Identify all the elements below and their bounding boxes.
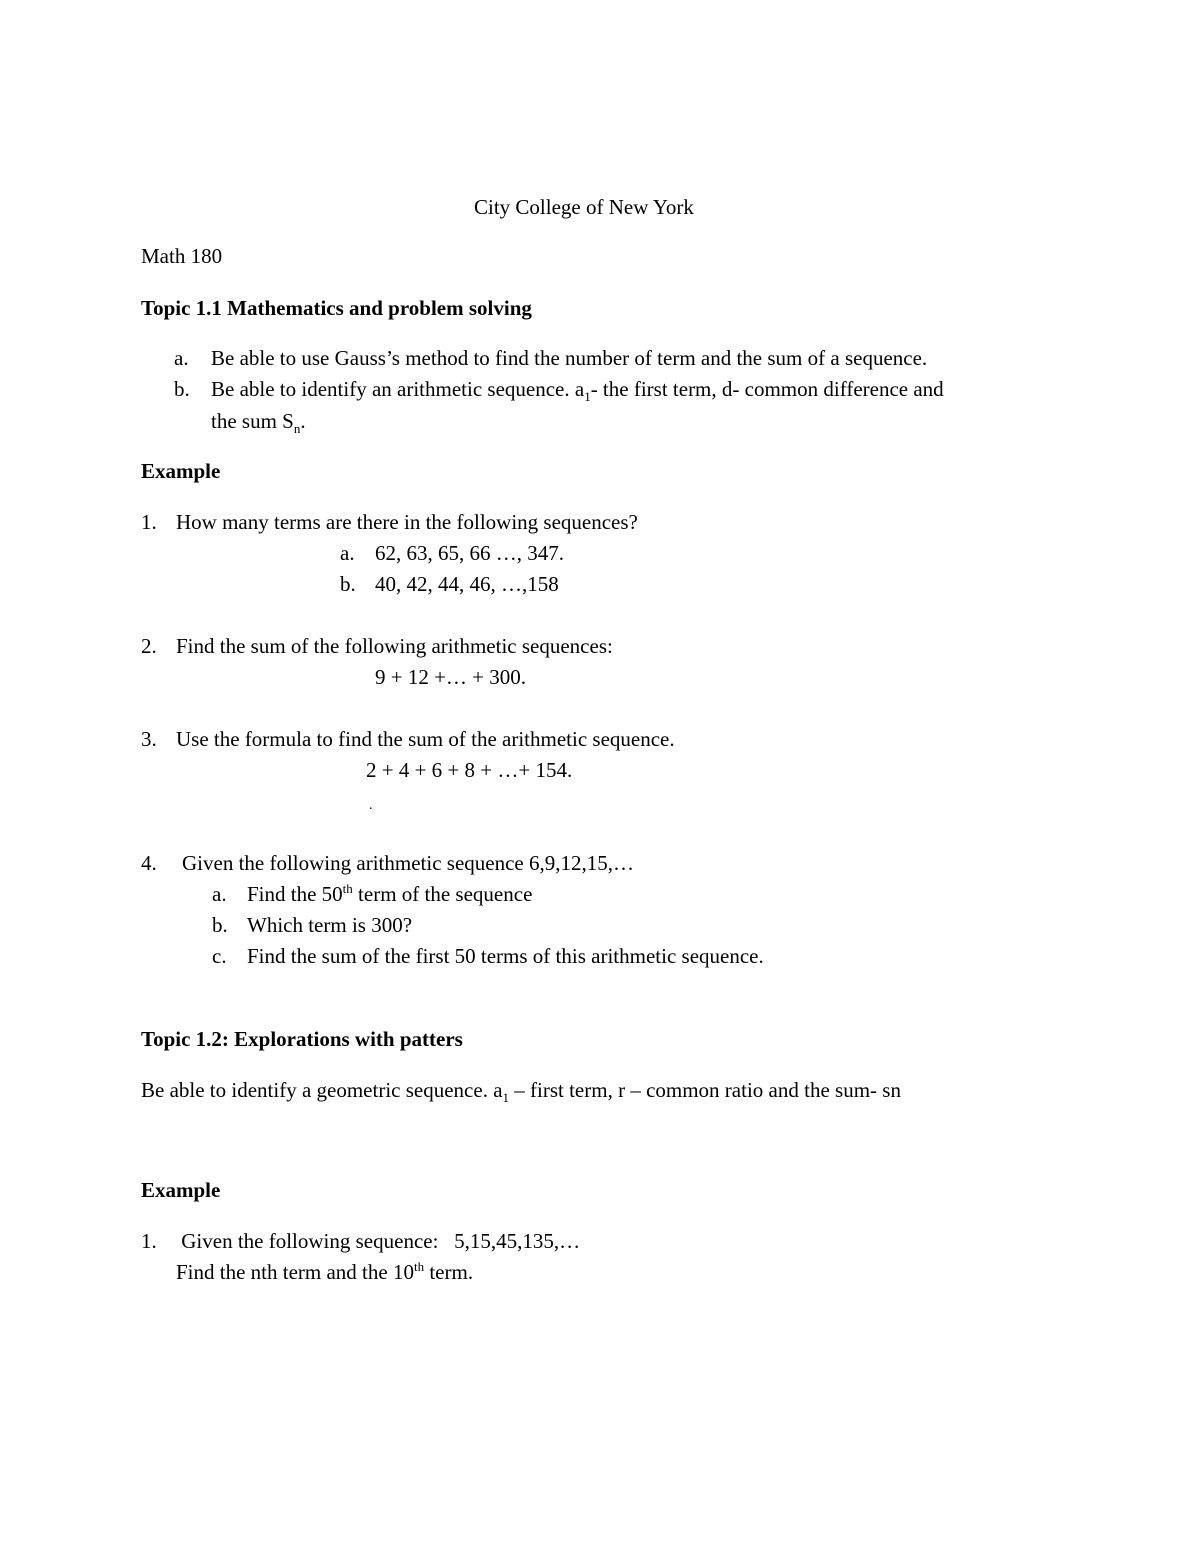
question-2-expression: 9 + 12 +… + 300. — [375, 665, 527, 689]
question-4a-text: Find the 50th term of the sequence — [247, 881, 533, 906]
question-2-text: Find the sum of the following arithmetic sequences: — [176, 634, 613, 658]
question-3-number: 3. — [141, 727, 157, 751]
question-4-number: 4. — [141, 851, 157, 875]
question-1-text: How many terms are there in the following sequences? — [176, 510, 638, 534]
question-1-number: 1. — [141, 510, 157, 534]
topic-1-2-objective: Be able to identify a geometric sequence. $a_1$ – first term, r – common ratio and the sum- sn — [141, 1078, 901, 1106]
topic-1-2-heading: Topic 1.2: Explorations with patters — [141, 1027, 463, 1051]
question-4c-marker: c. — [212, 944, 227, 968]
question-4b-marker: b. — [212, 913, 228, 937]
example-heading-1: Example — [141, 459, 221, 483]
objective-a-marker: a. — [174, 346, 189, 370]
objective-b-text: Be able to identify an arithmetic sequence. $a_1-$ the first term, d- common difference and — [211, 377, 944, 405]
question-4a-marker: a. — [212, 882, 227, 906]
question-1b-text: 40, 42, 44, 46, …,158 — [375, 572, 559, 596]
question-1a-marker: a. — [340, 541, 355, 565]
topic-1-2-question-1-followup: Find the nth term and the 10th term. — [176, 1259, 474, 1284]
question-4c-text: Find the sum of the first 50 terms of this arithmetic sequence. — [247, 944, 764, 968]
objective-b-continuation: the sum $S_n$. — [211, 409, 306, 437]
topic-1-2-question-1-number: 1. — [141, 1229, 157, 1253]
question-3-text: Use the formula to find the sum of the arithmetic sequence. — [176, 727, 675, 751]
question-1a-text: 62, 63, 65, 66 …, 347. — [375, 541, 564, 565]
question-4b-text: Which term is 300? — [247, 913, 413, 937]
question-3-expression: 2 + 4 + 6 + 8 + …+ 154. — [366, 758, 573, 782]
course-name: Math 180 — [141, 244, 223, 268]
question-2-number: 2. — [141, 634, 157, 658]
topic-1-1-heading: Topic 1.1 Mathematics and problem solving — [141, 296, 532, 320]
question-1b-marker: b. — [340, 572, 356, 596]
example-heading-2: Example — [141, 1178, 221, 1202]
objective-a-text: Be able to use Gauss’s method to find the number of term and the sum of a sequence. — [211, 346, 928, 370]
question-4-text: Given the following arithmetic sequence 6,9,12,15,… — [182, 851, 634, 875]
objective-b-marker: b. — [174, 377, 190, 401]
question-3-trailing-dot: . — [369, 798, 373, 813]
institution-title: City College of New York — [474, 195, 694, 219]
topic-1-2-question-1-text: Given the following sequence: 5,15,45,135,… — [176, 1229, 581, 1253]
